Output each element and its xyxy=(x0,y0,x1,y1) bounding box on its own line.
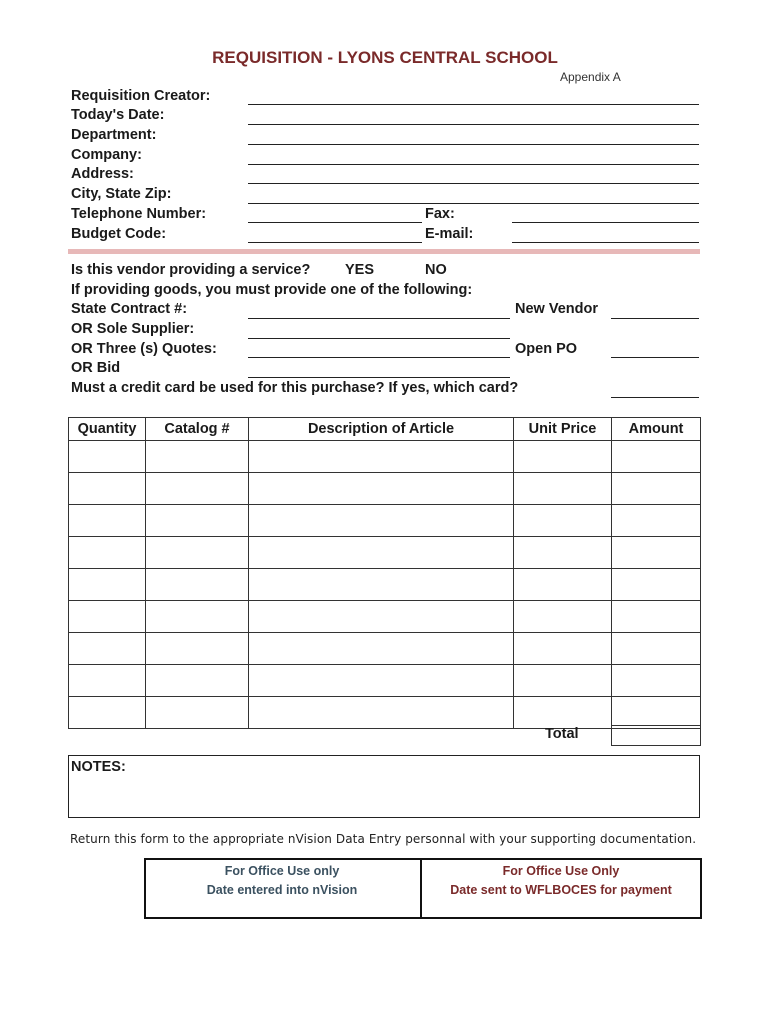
creator-label: Requisition Creator: xyxy=(71,88,211,104)
office-use-right-subtitle: Date sent to WFLBOCES for payment xyxy=(450,883,672,897)
budget-label: Budget Code: xyxy=(71,226,167,242)
department-label: Department: xyxy=(71,127,157,143)
unit-price-header: Unit Price xyxy=(514,418,612,441)
bid-field[interactable] xyxy=(248,377,510,378)
phone-label: Telephone Number: xyxy=(71,206,207,222)
quantity-header: Quantity xyxy=(69,418,146,441)
unit-price-cell[interactable] xyxy=(514,697,612,729)
notes-box[interactable] xyxy=(68,755,700,818)
quotes-field[interactable] xyxy=(248,357,510,358)
quantity-cell[interactable] xyxy=(69,569,146,601)
amount-cell[interactable] xyxy=(612,601,701,633)
sole-supplier-label: OR Sole Supplier: xyxy=(71,321,195,337)
quantity-cell[interactable] xyxy=(69,697,146,729)
description-cell[interactable] xyxy=(249,441,514,473)
notes-label: NOTES: xyxy=(71,759,126,775)
section-divider xyxy=(68,249,700,254)
phone-field[interactable] xyxy=(248,222,422,223)
unit-price-cell[interactable] xyxy=(514,473,612,505)
catalog-cell[interactable] xyxy=(146,633,249,665)
table-row xyxy=(69,697,701,729)
date-label: Today's Date: xyxy=(71,107,165,123)
catalog-cell[interactable] xyxy=(146,665,249,697)
sole-supplier-field[interactable] xyxy=(248,338,510,339)
table-row xyxy=(69,633,701,665)
company-label: Company: xyxy=(71,147,142,163)
description-cell[interactable] xyxy=(249,601,514,633)
quantity-cell[interactable] xyxy=(69,473,146,505)
total-label: Total xyxy=(545,726,579,742)
table-row xyxy=(69,473,701,505)
unit-price-cell[interactable] xyxy=(514,505,612,537)
open-po-field[interactable] xyxy=(611,357,699,358)
address-label: Address: xyxy=(71,166,134,182)
service-question: Is this vendor providing a service? xyxy=(71,262,311,278)
unit-price-cell[interactable] xyxy=(514,633,612,665)
description-header: Description of Article xyxy=(249,418,514,441)
quantity-cell[interactable] xyxy=(69,665,146,697)
table-row xyxy=(69,569,701,601)
open-po-label: Open PO xyxy=(515,341,578,357)
return-instructions: Return this form to the appropriate nVision Data Entry personnal with your supporting documentation. xyxy=(70,832,697,846)
amount-cell[interactable] xyxy=(612,697,701,729)
table-row xyxy=(69,665,701,697)
goods-instruction: If providing goods, you must provide one of the following: xyxy=(71,282,473,298)
items-table xyxy=(68,417,701,729)
email-field[interactable] xyxy=(512,242,699,243)
amount-cell[interactable] xyxy=(612,537,701,569)
email-label: E-mail: xyxy=(425,226,474,242)
credit-card-question: Must a credit card be used for this purchase? If yes, which card? xyxy=(71,380,519,396)
appendix-label: Appendix A xyxy=(560,70,621,84)
quantity-cell[interactable] xyxy=(69,441,146,473)
fax-field[interactable] xyxy=(512,222,699,223)
state-contract-label: State Contract #: xyxy=(71,301,188,317)
company-field[interactable] xyxy=(248,164,699,165)
table-row xyxy=(69,441,701,473)
department-field[interactable] xyxy=(248,144,699,145)
description-cell[interactable] xyxy=(249,537,514,569)
date-field[interactable] xyxy=(248,124,699,125)
no-option[interactable]: NO xyxy=(425,262,447,278)
catalog-cell[interactable] xyxy=(146,569,249,601)
fax-label: Fax: xyxy=(425,206,455,222)
amount-cell[interactable] xyxy=(612,569,701,601)
office-use-left-title: For Office Use only xyxy=(224,864,340,878)
form-title: REQUISITION - LYONS CENTRAL SCHOOL xyxy=(212,48,558,67)
new-vendor-field[interactable] xyxy=(611,318,699,319)
office-use-left-subtitle: Date entered into nVision xyxy=(206,883,358,897)
credit-card-field[interactable] xyxy=(611,397,699,398)
catalog-cell[interactable] xyxy=(146,505,249,537)
quantity-cell[interactable] xyxy=(69,601,146,633)
address-field[interactable] xyxy=(248,183,699,184)
description-cell[interactable] xyxy=(249,697,514,729)
catalog-cell[interactable] xyxy=(146,697,249,729)
office-use-right-title: For Office Use Only xyxy=(502,864,620,878)
amount-cell[interactable] xyxy=(612,633,701,665)
amount-cell[interactable] xyxy=(612,665,701,697)
quantity-cell[interactable] xyxy=(69,505,146,537)
quantity-cell[interactable] xyxy=(69,633,146,665)
amount-cell[interactable] xyxy=(612,441,701,473)
bid-label: OR Bid xyxy=(71,360,121,376)
description-cell[interactable] xyxy=(249,569,514,601)
quantity-cell[interactable] xyxy=(69,537,146,569)
unit-price-cell[interactable] xyxy=(514,601,612,633)
amount-cell[interactable] xyxy=(612,505,701,537)
table-row xyxy=(69,601,701,633)
unit-price-cell[interactable] xyxy=(514,665,612,697)
table-header-row xyxy=(69,418,701,441)
quotes-label: OR Three (s) Quotes: xyxy=(71,341,217,357)
catalog-header: Catalog # xyxy=(146,418,249,441)
state-contract-field[interactable] xyxy=(248,318,510,319)
total-field[interactable] xyxy=(611,725,701,746)
unit-price-cell[interactable] xyxy=(514,569,612,601)
catalog-cell[interactable] xyxy=(146,537,249,569)
description-cell[interactable] xyxy=(249,633,514,665)
new-vendor-label: New Vendor xyxy=(515,301,598,317)
budget-field[interactable] xyxy=(248,242,422,243)
unit-price-cell[interactable] xyxy=(514,537,612,569)
catalog-cell[interactable] xyxy=(146,601,249,633)
catalog-cell[interactable] xyxy=(146,473,249,505)
description-cell[interactable] xyxy=(249,505,514,537)
creator-field[interactable] xyxy=(248,104,699,105)
amount-cell[interactable] xyxy=(612,473,701,505)
catalog-cell[interactable] xyxy=(146,441,249,473)
unit-price-cell[interactable] xyxy=(514,441,612,473)
table-row xyxy=(69,505,701,537)
yes-option[interactable]: YES xyxy=(345,262,375,278)
city-field[interactable] xyxy=(248,203,699,204)
table-row xyxy=(69,537,701,569)
description-cell[interactable] xyxy=(249,473,514,505)
city-label: City, State Zip: xyxy=(71,186,172,202)
description-cell[interactable] xyxy=(249,665,514,697)
amount-header: Amount xyxy=(612,418,701,441)
